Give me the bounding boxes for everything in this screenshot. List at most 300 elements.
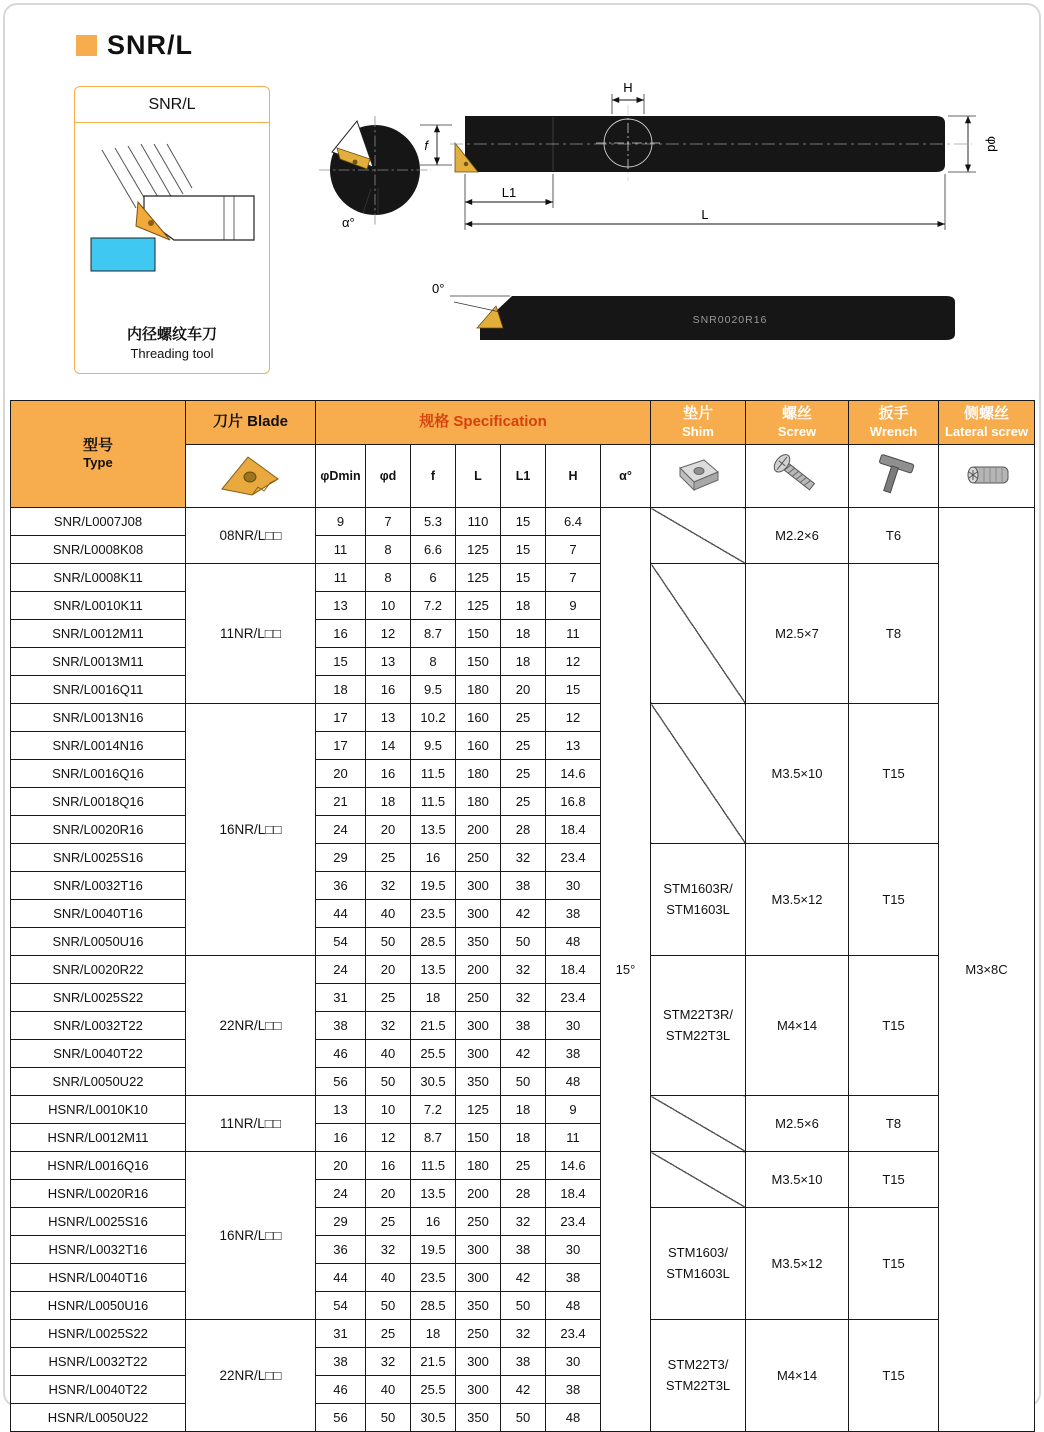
spec-cell: 38 bbox=[316, 1348, 366, 1376]
spec-cell: 32 bbox=[501, 844, 546, 872]
spec-cell: 350 bbox=[456, 1404, 501, 1432]
spec-cell: 50 bbox=[501, 928, 546, 956]
spec-cell: 8 bbox=[366, 564, 411, 592]
type-cell: HSNR/L0050U22 bbox=[11, 1404, 186, 1432]
page-header bbox=[76, 30, 193, 61]
spec-cell: 38 bbox=[546, 1264, 601, 1292]
spec-cell: 50 bbox=[366, 1292, 411, 1320]
spec-cell: 40 bbox=[366, 1040, 411, 1068]
spec-cell: 13.5 bbox=[411, 956, 456, 984]
screw-cell: M2.2×6 bbox=[746, 508, 849, 564]
spec-cell: 300 bbox=[456, 900, 501, 928]
col-header-screw-cn: 螺丝 bbox=[782, 405, 813, 422]
spec-cell: 38 bbox=[546, 900, 601, 928]
spec-cell: 42 bbox=[501, 900, 546, 928]
shim-cell: STM22T3R/ STM22T3L bbox=[651, 956, 746, 1096]
tool-card-title: SNR/L bbox=[75, 87, 269, 123]
spec-cell: 12 bbox=[546, 704, 601, 732]
blade-cell: 11NR/L□□ bbox=[186, 564, 316, 704]
table-row bbox=[11, 1208, 1035, 1236]
spec-cell: 50 bbox=[366, 1068, 411, 1096]
spec-cell: 14.6 bbox=[546, 760, 601, 788]
col-header-lateral-en: Lateral screw bbox=[944, 423, 1029, 439]
spec-cell: 300 bbox=[456, 872, 501, 900]
spec-cell: 13.5 bbox=[411, 1180, 456, 1208]
blade-cell: 22NR/L□□ bbox=[186, 1320, 316, 1432]
spec-cell: 24 bbox=[316, 1180, 366, 1208]
wrench-cell: T6 bbox=[849, 508, 939, 564]
table-row bbox=[11, 956, 1035, 984]
col-header-d: φd bbox=[366, 445, 411, 508]
spec-cell: 250 bbox=[456, 1208, 501, 1236]
spec-cell: 350 bbox=[456, 928, 501, 956]
spec-cell: 10 bbox=[366, 592, 411, 620]
table-row bbox=[11, 844, 1035, 872]
type-cell: SNR/L0008K08 bbox=[11, 536, 186, 564]
spec-cell: 25 bbox=[366, 1208, 411, 1236]
spec-cell: 15 bbox=[501, 536, 546, 564]
type-cell: SNR/L0020R16 bbox=[11, 816, 186, 844]
spec-cell: 15 bbox=[546, 676, 601, 704]
spec-cell: 30.5 bbox=[411, 1068, 456, 1096]
spec-cell: 11.5 bbox=[411, 760, 456, 788]
col-header-shim-cn: 垫片 bbox=[683, 405, 714, 422]
spec-cell: 25 bbox=[366, 984, 411, 1012]
spec-cell: 32 bbox=[366, 1348, 411, 1376]
spec-cell: 25 bbox=[501, 1152, 546, 1180]
type-cell: SNR/L0010K11 bbox=[11, 592, 186, 620]
col-header-f: f bbox=[411, 445, 456, 508]
spec-cell: 16 bbox=[316, 1124, 366, 1152]
wrench-cell: T8 bbox=[849, 564, 939, 704]
spec-cell: 125 bbox=[456, 564, 501, 592]
spec-cell: 48 bbox=[546, 928, 601, 956]
spec-cell: 180 bbox=[456, 760, 501, 788]
spec-cell: 9.5 bbox=[411, 676, 456, 704]
spec-cell: 110 bbox=[456, 508, 501, 536]
spec-cell: 16 bbox=[366, 1152, 411, 1180]
type-cell: SNR/L0018Q16 bbox=[11, 788, 186, 816]
spec-cell: 28.5 bbox=[411, 1292, 456, 1320]
shim-cell bbox=[651, 704, 746, 844]
type-cell: HSNR/L0040T16 bbox=[11, 1264, 186, 1292]
spec-cell: 30 bbox=[546, 1348, 601, 1376]
type-cell: SNR/L0012M11 bbox=[11, 620, 186, 648]
spec-cell: 46 bbox=[316, 1376, 366, 1404]
spec-cell: 32 bbox=[366, 1012, 411, 1040]
spec-cell: 50 bbox=[366, 1404, 411, 1432]
spec-cell: 10.2 bbox=[411, 704, 456, 732]
spec-cell: 300 bbox=[456, 1236, 501, 1264]
spec-cell: 18 bbox=[501, 1096, 546, 1124]
threading-tool-illustration-icon bbox=[82, 144, 262, 302]
screw-icon bbox=[746, 445, 849, 508]
spec-cell: 8.7 bbox=[411, 620, 456, 648]
spec-cell: 9 bbox=[316, 508, 366, 536]
blade-cell: 16NR/L□□ bbox=[186, 1152, 316, 1320]
spec-cell: 42 bbox=[501, 1264, 546, 1292]
type-cell: HSNR/L0012M11 bbox=[11, 1124, 186, 1152]
spec-cell: 7 bbox=[366, 508, 411, 536]
type-cell: HSNR/L0010K10 bbox=[11, 1096, 186, 1124]
spec-cell: 150 bbox=[456, 648, 501, 676]
spec-cell: 6 bbox=[411, 564, 456, 592]
type-cell: SNR/L0032T22 bbox=[11, 1012, 186, 1040]
spec-cell: 12 bbox=[546, 648, 601, 676]
spec-cell: 6.6 bbox=[411, 536, 456, 564]
spec-cell: 18 bbox=[501, 1124, 546, 1152]
blade-cell: 22NR/L□□ bbox=[186, 956, 316, 1096]
spec-cell: 54 bbox=[316, 1292, 366, 1320]
spec-cell: 250 bbox=[456, 1320, 501, 1348]
table-row bbox=[11, 564, 1035, 592]
spec-cell: 42 bbox=[501, 1040, 546, 1068]
spec-cell: 30 bbox=[546, 872, 601, 900]
spec-cell: 20 bbox=[366, 1180, 411, 1208]
spec-cell: 200 bbox=[456, 1180, 501, 1208]
spec-cell: 38 bbox=[546, 1376, 601, 1404]
spec-cell: 18.4 bbox=[546, 816, 601, 844]
spec-cell: 42 bbox=[501, 1376, 546, 1404]
spec-cell: 23.5 bbox=[411, 1264, 456, 1292]
spec-cell: 24 bbox=[316, 816, 366, 844]
col-header-shim bbox=[651, 401, 746, 445]
table-header-band bbox=[11, 401, 1035, 445]
spec-cell: 28.5 bbox=[411, 928, 456, 956]
spec-cell: 19.5 bbox=[411, 1236, 456, 1264]
spec-cell: 15 bbox=[316, 648, 366, 676]
spec-cell: 250 bbox=[456, 844, 501, 872]
spec-cell: 25.5 bbox=[411, 1040, 456, 1068]
spec-table bbox=[10, 400, 1035, 1432]
spec-cell: 16.8 bbox=[546, 788, 601, 816]
wrench-cell: T15 bbox=[849, 1152, 939, 1208]
spec-cell: 16 bbox=[411, 844, 456, 872]
spec-cell: 13 bbox=[316, 592, 366, 620]
spec-cell: 23.4 bbox=[546, 844, 601, 872]
wrench-cell: T15 bbox=[849, 1320, 939, 1432]
tool-card-caption-en: Threading tool bbox=[130, 346, 214, 361]
spec-cell: 25 bbox=[501, 704, 546, 732]
spec-cell: 10 bbox=[366, 1096, 411, 1124]
spec-cell: 25 bbox=[366, 844, 411, 872]
spec-cell: 38 bbox=[501, 1348, 546, 1376]
type-cell: HSNR/L0016Q16 bbox=[11, 1152, 186, 1180]
spec-cell: 17 bbox=[316, 704, 366, 732]
col-header-wrench-en: Wrench bbox=[869, 423, 918, 439]
col-header-shim-en: Shim bbox=[682, 423, 714, 439]
spec-cell: 36 bbox=[316, 1236, 366, 1264]
orange-square-bullet-icon bbox=[76, 35, 97, 56]
type-cell: HSNR/L0020R16 bbox=[11, 1180, 186, 1208]
spec-cell: 125 bbox=[456, 536, 501, 564]
spec-cell: 16 bbox=[316, 620, 366, 648]
shim-cell: STM1603R/ STM1603L bbox=[651, 844, 746, 956]
dim-zero-label: 0° bbox=[432, 281, 445, 296]
spec-cell: 25 bbox=[501, 732, 546, 760]
screw-cell: M3.5×12 bbox=[746, 844, 849, 956]
spec-cell: 25 bbox=[501, 788, 546, 816]
screw-cell: M4×14 bbox=[746, 1320, 849, 1432]
spec-cell: 13 bbox=[366, 648, 411, 676]
spec-cell: 150 bbox=[456, 1124, 501, 1152]
spec-cell: 32 bbox=[501, 1208, 546, 1236]
spec-cell: 56 bbox=[316, 1068, 366, 1096]
shim-cell bbox=[651, 1096, 746, 1152]
type-cell: SNR/L0020R22 bbox=[11, 956, 186, 984]
col-header-dmin: φDmin bbox=[316, 445, 366, 508]
spec-cell: 160 bbox=[456, 732, 501, 760]
col-header-type-cn: 型号 bbox=[82, 436, 113, 454]
col-header-h: H bbox=[546, 445, 601, 508]
spec-cell: 38 bbox=[501, 1012, 546, 1040]
spec-cell: 40 bbox=[366, 1264, 411, 1292]
spec-cell: 18 bbox=[316, 676, 366, 704]
spec-cell: 50 bbox=[501, 1068, 546, 1096]
col-header-lateral-screw bbox=[939, 401, 1035, 445]
spec-cell: 23.4 bbox=[546, 1320, 601, 1348]
spec-cell: 28 bbox=[501, 816, 546, 844]
shim-cell: STM22T3/ STM22T3L bbox=[651, 1320, 746, 1432]
dim-l1-label: L1 bbox=[501, 185, 517, 200]
shim-cell bbox=[651, 1152, 746, 1208]
spec-cell: 200 bbox=[456, 816, 501, 844]
spec-cell: 300 bbox=[456, 1012, 501, 1040]
table-row bbox=[11, 508, 1035, 536]
type-cell: HSNR/L0040T22 bbox=[11, 1376, 186, 1404]
spec-cell: 350 bbox=[456, 1068, 501, 1096]
spec-cell: 14.6 bbox=[546, 1152, 601, 1180]
spec-cell: 13 bbox=[316, 1096, 366, 1124]
spec-cell: 32 bbox=[501, 956, 546, 984]
spec-cell: 40 bbox=[366, 900, 411, 928]
spec-cell: 38 bbox=[501, 872, 546, 900]
type-cell: SNR/L0040T16 bbox=[11, 900, 186, 928]
spec-cell: 31 bbox=[316, 984, 366, 1012]
type-cell: HSNR/L0032T22 bbox=[11, 1348, 186, 1376]
lateral-screw-cell: M3×8C bbox=[939, 508, 1035, 1432]
col-header-screw bbox=[746, 401, 849, 445]
spec-cell: 11 bbox=[546, 620, 601, 648]
spec-cell: 36 bbox=[316, 872, 366, 900]
spec-cell: 24 bbox=[316, 956, 366, 984]
spec-cell: 23.4 bbox=[546, 1208, 601, 1236]
spec-cell: 44 bbox=[316, 1264, 366, 1292]
spec-cell: 20 bbox=[501, 676, 546, 704]
dim-l-label: L bbox=[701, 207, 709, 222]
spec-cell: 21.5 bbox=[411, 1012, 456, 1040]
wrench-cell: T8 bbox=[849, 1096, 939, 1152]
blade-cell: 16NR/L□□ bbox=[186, 704, 316, 956]
wrench-icon bbox=[849, 445, 939, 508]
table-row bbox=[11, 1320, 1035, 1348]
spec-cell: 29 bbox=[316, 1208, 366, 1236]
spec-cell: 350 bbox=[456, 1292, 501, 1320]
type-cell: SNR/L0016Q16 bbox=[11, 760, 186, 788]
spec-cell: 8.7 bbox=[411, 1124, 456, 1152]
spec-cell: 300 bbox=[456, 1376, 501, 1404]
type-cell: SNR/L0007J08 bbox=[11, 508, 186, 536]
spec-cell: 16 bbox=[366, 760, 411, 788]
type-cell: SNR/L0050U22 bbox=[11, 1068, 186, 1096]
spec-cell: 11.5 bbox=[411, 1152, 456, 1180]
spec-cell: 20 bbox=[316, 760, 366, 788]
bar-marking-text: SNR0020R16 bbox=[692, 314, 768, 326]
spec-cell: 15 bbox=[501, 564, 546, 592]
spec-cell: 8 bbox=[411, 648, 456, 676]
spec-cell: 50 bbox=[501, 1404, 546, 1432]
spec-cell: 13.5 bbox=[411, 816, 456, 844]
shim-cell: STM1603/ STM1603L bbox=[651, 1208, 746, 1320]
blade-cell: 08NR/L□□ bbox=[186, 508, 316, 564]
spec-cell: 20 bbox=[366, 816, 411, 844]
type-cell: SNR/L0013N16 bbox=[11, 704, 186, 732]
col-header-blade: 刀片 Blade bbox=[186, 401, 316, 445]
spec-cell: 38 bbox=[501, 1236, 546, 1264]
spec-cell: 12 bbox=[366, 1124, 411, 1152]
type-cell: HSNR/L0025S16 bbox=[11, 1208, 186, 1236]
blade-insert-icon bbox=[186, 445, 316, 508]
spec-cell: 18.4 bbox=[546, 956, 601, 984]
spec-cell: 7.2 bbox=[411, 592, 456, 620]
alpha-cell: 15° bbox=[601, 508, 651, 1432]
spec-cell: 21.5 bbox=[411, 1348, 456, 1376]
spec-cell: 9.5 bbox=[411, 732, 456, 760]
spec-cell: 7 bbox=[546, 536, 601, 564]
spec-cell: 18 bbox=[411, 984, 456, 1012]
col-header-l: L bbox=[456, 445, 501, 508]
spec-cell: 38 bbox=[546, 1040, 601, 1068]
type-cell: SNR/L0025S16 bbox=[11, 844, 186, 872]
tool-card-art bbox=[75, 123, 269, 323]
spec-cell: 180 bbox=[456, 1152, 501, 1180]
spec-cell: 48 bbox=[546, 1292, 601, 1320]
dim-f-label: f bbox=[424, 138, 428, 153]
spec-cell: 11 bbox=[316, 564, 366, 592]
page-title: SNR/L bbox=[107, 30, 193, 60]
spec-cell: 32 bbox=[501, 984, 546, 1012]
type-cell: SNR/L0050U16 bbox=[11, 928, 186, 956]
spec-cell: 250 bbox=[456, 984, 501, 1012]
wrench-cell: T15 bbox=[849, 956, 939, 1096]
table-row bbox=[11, 1152, 1035, 1180]
screw-cell: M3.5×10 bbox=[746, 704, 849, 844]
spec-cell: 11 bbox=[546, 1124, 601, 1152]
workpiece-block bbox=[91, 238, 155, 271]
blade-cell: 11NR/L□□ bbox=[186, 1096, 316, 1152]
spec-cell: 18 bbox=[366, 788, 411, 816]
screw-cell: M4×14 bbox=[746, 956, 849, 1096]
col-header-lateral-cn: 侧螺丝 bbox=[964, 405, 1010, 422]
screw-cell: M3.5×12 bbox=[746, 1208, 849, 1320]
type-cell: HSNR/L0050U16 bbox=[11, 1292, 186, 1320]
spec-cell: 23.4 bbox=[546, 984, 601, 1012]
table-row bbox=[11, 704, 1035, 732]
spec-cell: 7 bbox=[546, 564, 601, 592]
spec-cell: 180 bbox=[456, 788, 501, 816]
shim-icon bbox=[651, 445, 746, 508]
spec-cell: 20 bbox=[316, 1152, 366, 1180]
spec-cell: 125 bbox=[456, 1096, 501, 1124]
spec-cell: 28 bbox=[501, 1180, 546, 1208]
spec-cell: 31 bbox=[316, 1320, 366, 1348]
spec-cell: 13 bbox=[366, 704, 411, 732]
spec-cell: 56 bbox=[316, 1404, 366, 1432]
spec-cell: 200 bbox=[456, 956, 501, 984]
spec-cell: 29 bbox=[316, 844, 366, 872]
spec-cell: 44 bbox=[316, 900, 366, 928]
spec-cell: 150 bbox=[456, 620, 501, 648]
spec-cell: 300 bbox=[456, 1264, 501, 1292]
type-cell: SNR/L0025S22 bbox=[11, 984, 186, 1012]
spec-cell: 21 bbox=[316, 788, 366, 816]
spec-cell: 9 bbox=[546, 592, 601, 620]
spec-cell: 32 bbox=[501, 1320, 546, 1348]
spec-cell: 18 bbox=[411, 1320, 456, 1348]
spec-cell: 300 bbox=[456, 1040, 501, 1068]
spec-cell: 25 bbox=[501, 760, 546, 788]
col-header-alpha: α° bbox=[601, 445, 651, 508]
type-cell: SNR/L0016Q11 bbox=[11, 676, 186, 704]
spec-cell: 25 bbox=[366, 1320, 411, 1348]
col-header-l1: L1 bbox=[501, 445, 546, 508]
spec-cell: 11.5 bbox=[411, 788, 456, 816]
spec-cell: 8 bbox=[366, 536, 411, 564]
spec-cell: 14 bbox=[366, 732, 411, 760]
spec-cell: 32 bbox=[366, 872, 411, 900]
spec-cell: 32 bbox=[366, 1236, 411, 1264]
shim-cell bbox=[651, 564, 746, 704]
spec-cell: 13 bbox=[546, 732, 601, 760]
tool-card bbox=[74, 86, 270, 374]
spec-cell: 18.4 bbox=[546, 1180, 601, 1208]
boring-bar-top-view bbox=[465, 116, 945, 172]
spec-cell: 16 bbox=[411, 1208, 456, 1236]
lateral-screw-icon bbox=[939, 445, 1035, 508]
type-cell: SNR/L0040T22 bbox=[11, 1040, 186, 1068]
type-cell: HSNR/L0025S22 bbox=[11, 1320, 186, 1348]
spec-cell: 300 bbox=[456, 1348, 501, 1376]
col-header-type bbox=[11, 401, 186, 508]
screw-cell: M3.5×10 bbox=[746, 1152, 849, 1208]
technical-drawing bbox=[300, 80, 1030, 380]
col-header-wrench-cn: 扳手 bbox=[878, 405, 909, 422]
spec-cell: 25.5 bbox=[411, 1376, 456, 1404]
type-cell: SNR/L0008K11 bbox=[11, 564, 186, 592]
table-row bbox=[11, 1096, 1035, 1124]
spec-cell: 125 bbox=[456, 592, 501, 620]
spec-cell: 20 bbox=[366, 956, 411, 984]
screw-cell: M2.5×6 bbox=[746, 1096, 849, 1152]
spec-cell: 30.5 bbox=[411, 1404, 456, 1432]
shim-cell bbox=[651, 508, 746, 564]
screw-cell: M2.5×7 bbox=[746, 564, 849, 704]
dim-alpha-label: α° bbox=[342, 215, 355, 230]
spec-cell: 48 bbox=[546, 1404, 601, 1432]
spec-cell: 7.2 bbox=[411, 1096, 456, 1124]
spec-cell: 19.5 bbox=[411, 872, 456, 900]
dim-h-label: H bbox=[623, 80, 633, 95]
col-header-type-en: Type bbox=[83, 455, 113, 471]
col-header-specification: 规格 Specification bbox=[316, 401, 651, 445]
spec-cell: 18 bbox=[501, 620, 546, 648]
spec-cell: 18 bbox=[501, 592, 546, 620]
spec-cell: 15 bbox=[501, 508, 546, 536]
type-cell: SNR/L0032T16 bbox=[11, 872, 186, 900]
spec-cell: 160 bbox=[456, 704, 501, 732]
col-header-wrench bbox=[849, 401, 939, 445]
wrench-cell: T15 bbox=[849, 1208, 939, 1320]
